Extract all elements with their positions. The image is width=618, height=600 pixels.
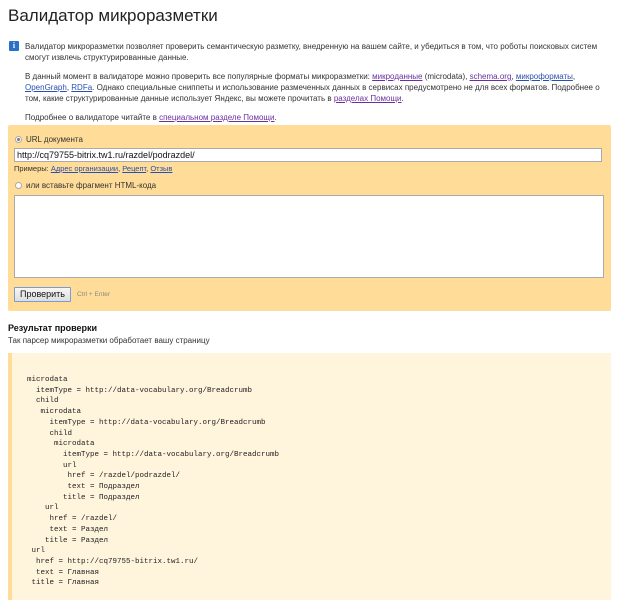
- url-input[interactable]: http://cq79755-bitrix.tw1.ru/razdel/podrazdel/: [14, 148, 602, 162]
- info-text: ,: [572, 72, 576, 81]
- link-opengraph[interactable]: OpenGraph: [25, 83, 67, 92]
- info-text: Подробнее о валидаторе читайте в: [25, 113, 160, 122]
- link-microformats[interactable]: микроформаты: [515, 72, 573, 81]
- html-radio[interactable]: [15, 182, 22, 189]
- info-text: В данный момент в валидаторе можно проверить все популярные форматы микроразметки:: [25, 72, 373, 81]
- info-paragraph-3: [25, 112, 610, 123]
- url-radio-label: URL документа: [26, 135, 83, 144]
- info-text: (microdata),: [422, 72, 470, 81]
- example-address-link[interactable]: Адрес организации: [50, 164, 119, 173]
- link-help[interactable]: специальном разделе Помощи: [159, 113, 275, 122]
- info-text: .: [274, 113, 277, 122]
- check-button[interactable]: Проверить: [14, 287, 71, 302]
- page-title: Валидатор микроразметки: [8, 6, 218, 25]
- link-rdfa[interactable]: RDFa: [71, 83, 93, 92]
- result-output: [8, 353, 611, 600]
- url-radio[interactable]: [15, 136, 22, 143]
- link-schema-org[interactable]: schema.org: [469, 72, 512, 81]
- info-block: [25, 41, 610, 131]
- info-text: ,: [511, 72, 516, 81]
- link-microdata[interactable]: микроданные: [372, 72, 423, 81]
- validator-form: [8, 125, 611, 311]
- info-icon: i: [9, 41, 19, 51]
- html-textarea[interactable]: [14, 195, 604, 278]
- parsed-tree: microdata itemType = http://data-vocabulary.org/Breadcrumb child microdata itemType = http://data-vocabulary.org/Breadcrumb child microdata itemType = http://data-vocabulary.org/Breadcrumb url href = /razdel/podrazdel/ text = Подраздел title = Подраздел url href = /razdel/ text = Раздел title = Раздел url href = http://cq79755-bitrix.tw1.ru/ text = Главная title = Главная: [27, 376, 280, 588]
- info-text: ,: [66, 83, 72, 92]
- shortcut-hint: Ctrl + Enter: [77, 291, 111, 298]
- info-paragraph-1: Валидатор микроразметки позволяет проверить семантическую разметку, внедренную на вашем сайте, и убедиться в том, что роботы поисковых систем смогут извлечь структурированные данные.: [25, 42, 598, 62]
- info-text: .: [401, 94, 404, 103]
- info-paragraph-2: [25, 71, 610, 104]
- example-review-link[interactable]: Отзыв: [150, 164, 173, 173]
- result-subtitle: Так парсер микроразметки обработает вашу страницу: [8, 336, 210, 345]
- example-recipe-link[interactable]: Рецепт: [122, 164, 147, 173]
- info-text: . Однако специальные сниппеты и использование размеченных данных в сервисах предусмотрено не для всех форматов. Подробнее о том, какие структурированные данные использует Яндекс, вы можете прочитать в: [25, 83, 600, 103]
- html-radio-label: или вставьте фрагмент HTML-кода: [26, 181, 157, 190]
- examples-row: Примеры: Адрес организации, Рецепт, Отзыв: [14, 164, 173, 173]
- examples-label: Примеры:: [14, 164, 51, 173]
- link-help-sections[interactable]: разделах Помощи: [333, 94, 402, 103]
- result-title: Результат проверки: [8, 323, 98, 333]
